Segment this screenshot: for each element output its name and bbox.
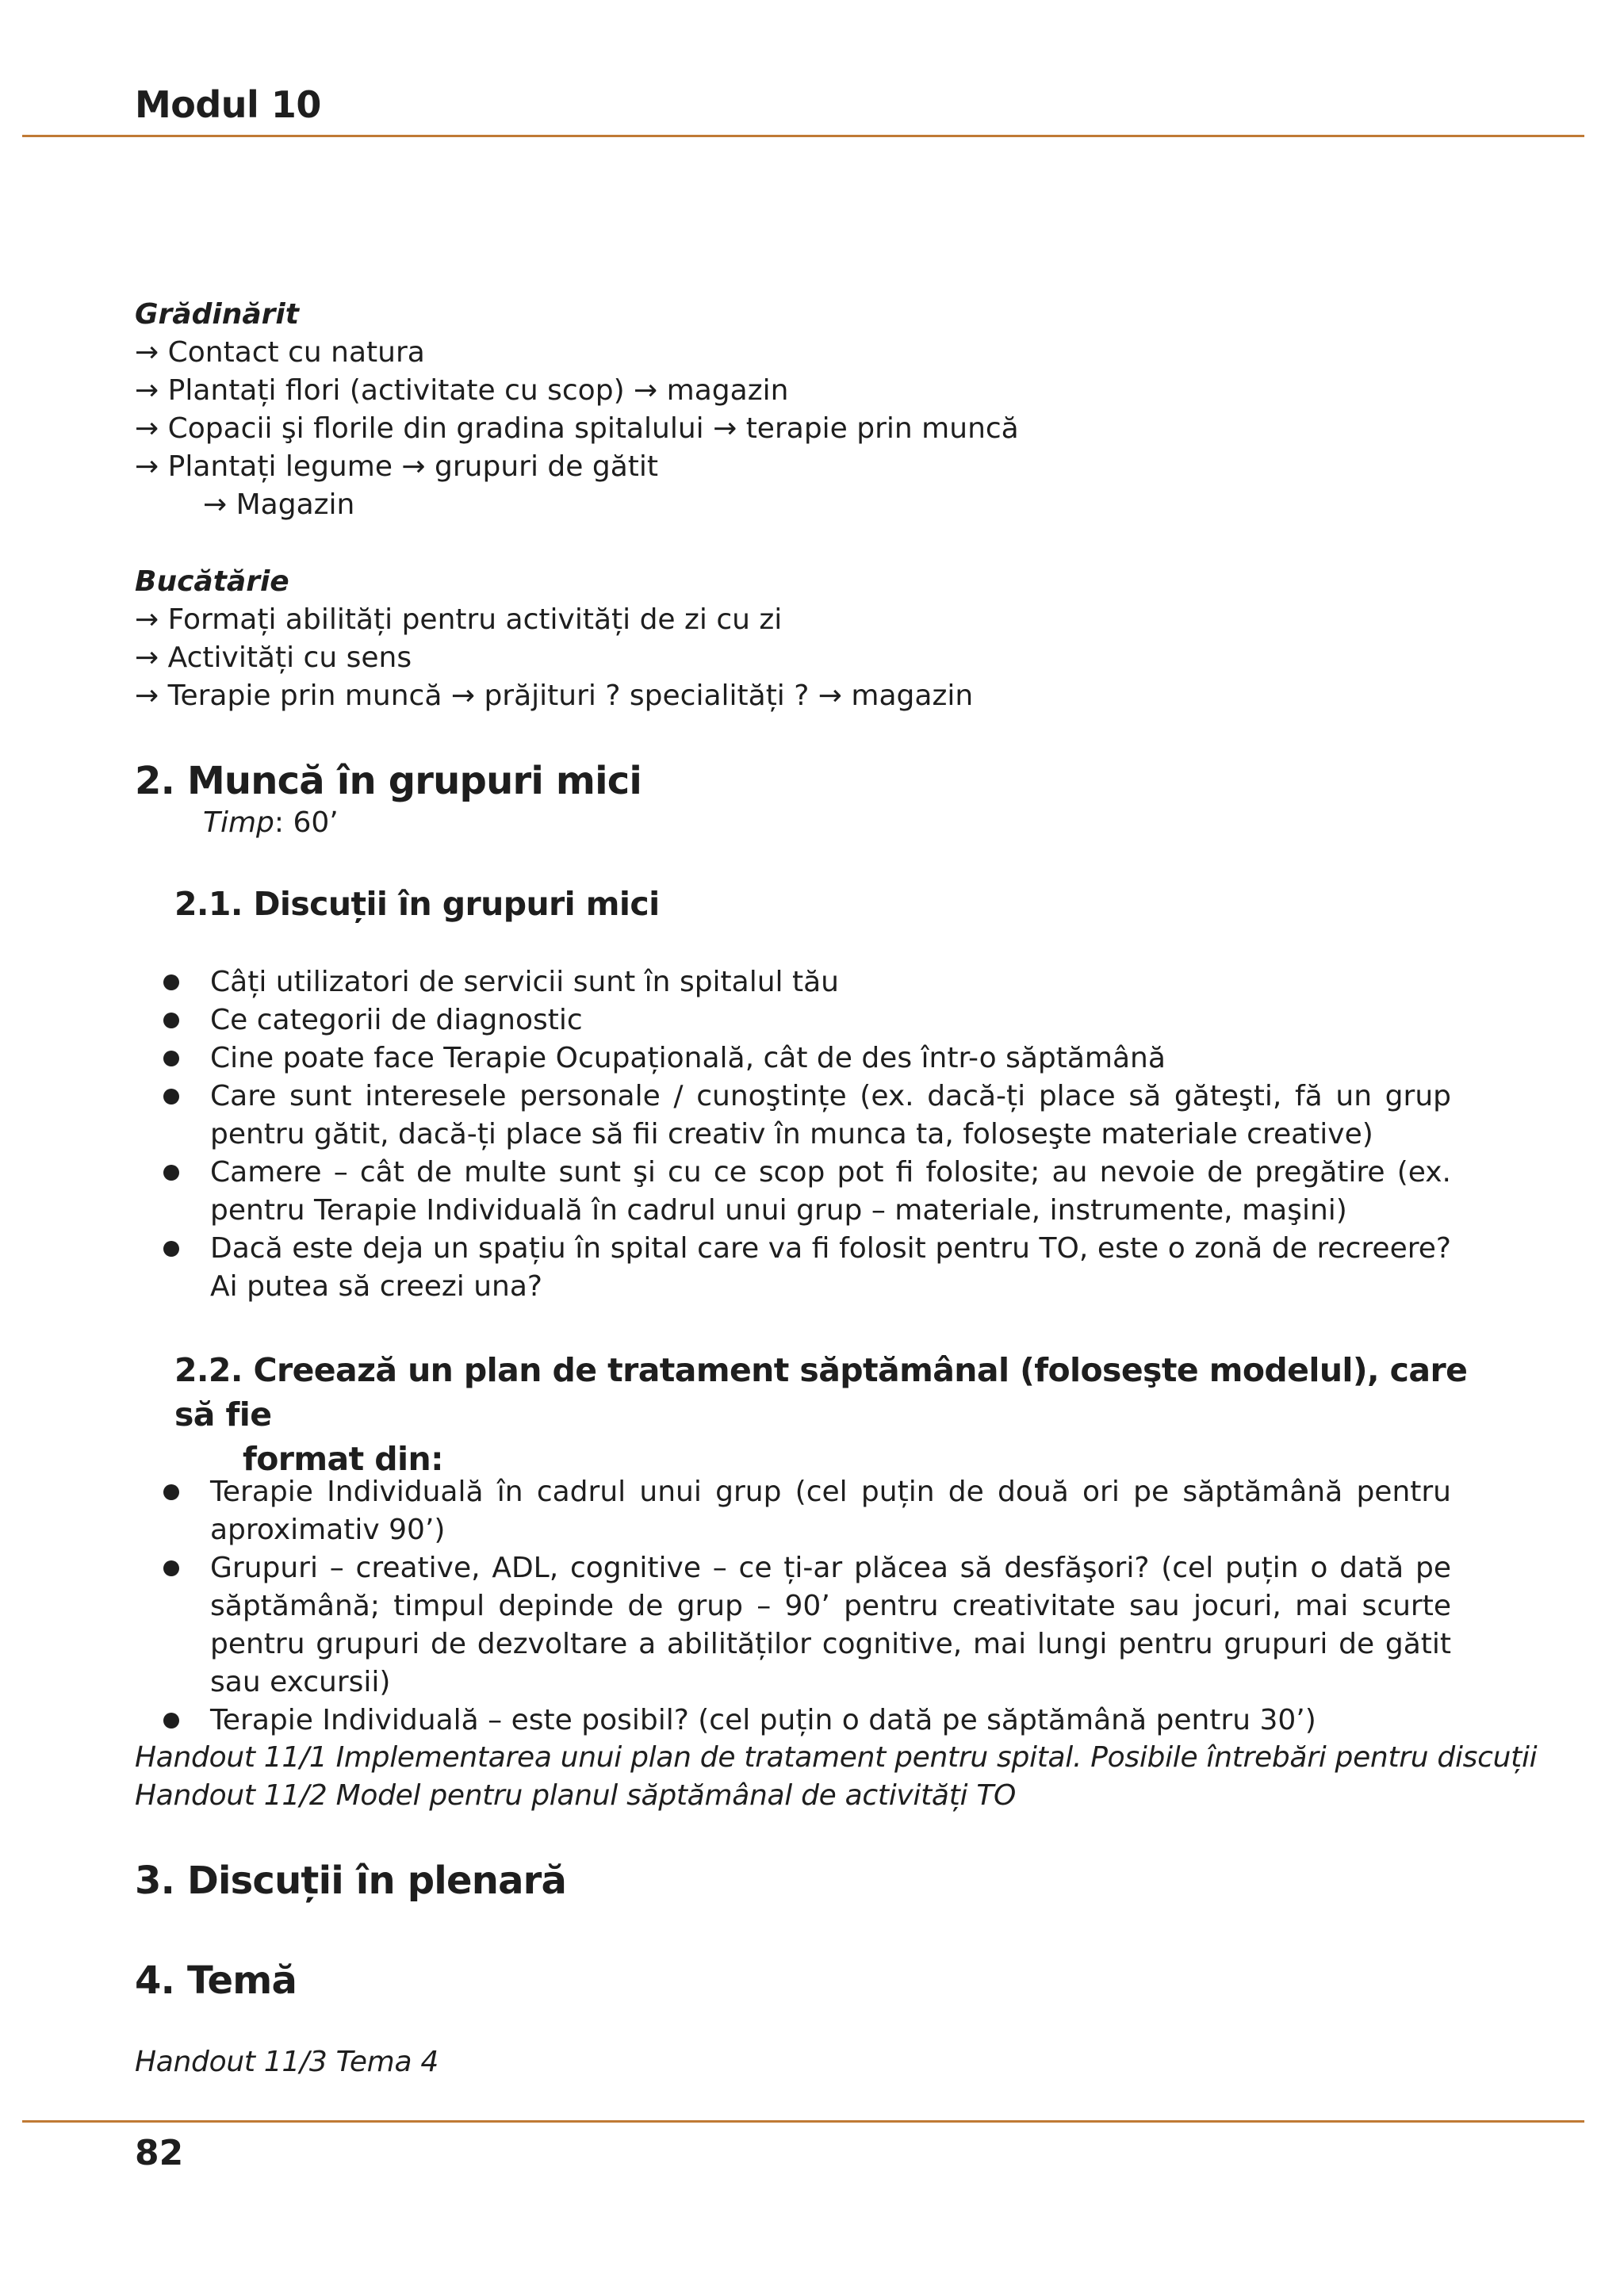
bullet-item bbox=[135, 1230, 1451, 1306]
bullet-dot-icon bbox=[163, 1713, 179, 1729]
bullet-dot-icon bbox=[163, 1241, 179, 1257]
handout-line: Handout 11/3 Tema 4 bbox=[135, 2046, 439, 2078]
gradinarit-title: Grădinărit bbox=[135, 298, 299, 331]
bullet-text: Camere – cât de multe sunt şi cu ce scop pot fi folosite; au nevoie de pregătire (ex. pentru Terapie Individuală în cadrul unui grup – materiale, instrumente, maşini) bbox=[210, 1156, 1451, 1227]
gradinarit-section bbox=[135, 296, 1451, 524]
bullet-item bbox=[135, 1702, 1451, 1740]
bullet-text: Grupuri – creative, ADL, cognitive – ce ți-ar plăcea să desfăşori? (cel puțin o dată pe săptămână; timpul depinde de grup – 90’ pentru creativitate sau jocuri, mai scurte pentru grupuri de dezvoltare a abilităților cognitive, mai lungi pentru grupuri de gătit sau excursii) bbox=[210, 1552, 1451, 1698]
bullet-item bbox=[135, 1001, 1451, 1039]
bullet-dot-icon bbox=[163, 1560, 179, 1576]
gradinarit-line: → Plantați legume → grupuri de gătit bbox=[135, 450, 658, 483]
bullet-item bbox=[135, 1154, 1451, 1230]
page-number: 82 bbox=[135, 2133, 184, 2173]
bullet-text: Care sunt interesele personale / cunoştințe (ex. dacă-ți place să găteşti, fă un grup pentru gătit, dacă-ți place să fii creativ în munca ta, foloseşte materiale creative) bbox=[210, 1080, 1451, 1150]
page-header-title: Modul 10 bbox=[135, 83, 321, 126]
discussion-bullet-list bbox=[135, 963, 1451, 1306]
bullet-item bbox=[135, 1549, 1451, 1702]
bullet-dot-icon bbox=[163, 1165, 179, 1181]
section-2-2-heading-line2: format din: bbox=[243, 1440, 443, 1478]
handout-references bbox=[135, 1739, 1537, 1815]
bullet-item bbox=[135, 1039, 1451, 1078]
footer-divider bbox=[22, 2120, 1584, 2123]
bucatarie-line: → Activități cu sens bbox=[135, 641, 412, 674]
bullet-text: Câți utilizatori de servicii sunt în spitalul tău bbox=[210, 966, 839, 998]
bullet-dot-icon bbox=[163, 974, 179, 990]
gradinarit-line: → Plantați flori (activitate cu scop) → magazin bbox=[135, 374, 789, 407]
bullet-text: Ce categorii de diagnostic bbox=[210, 1004, 583, 1036]
bucatarie-line: → Formați abilități pentru activități de zi cu zi bbox=[135, 603, 783, 636]
time-label-value: : 60’ bbox=[274, 806, 339, 839]
gradinarit-line: → Copacii şi florile din gradina spitalului → terapie prin muncă bbox=[135, 412, 1019, 445]
section-2-2-heading bbox=[174, 1348, 1475, 1481]
section-2-heading: 2. Muncă în grupuri mici bbox=[135, 759, 642, 803]
bullet-dot-icon bbox=[163, 1013, 179, 1028]
bullet-text: Terapie Individuală – este posibil? (cel puțin o dată pe săptămână pentru 30’) bbox=[210, 1704, 1316, 1736]
bullet-item bbox=[135, 1078, 1451, 1154]
section-4-heading: 4. Temă bbox=[135, 1958, 297, 2003]
bullet-dot-icon bbox=[163, 1484, 179, 1500]
bullet-text: Dacă este deja un spațiu în spital care va fi folosit pentru TO, este o zonă de recreere? Ai putea să creezi una? bbox=[210, 1232, 1451, 1303]
bullet-text: Terapie Individuală în cadrul unui grup (cel puțin de două ori pe săptămână pentru aproximativ 90’) bbox=[210, 1476, 1451, 1546]
time-label-key: Timp bbox=[203, 806, 274, 839]
gradinarit-line: → Contact cu natura bbox=[135, 336, 425, 369]
bullet-dot-icon bbox=[163, 1089, 179, 1105]
handout-line: Handout 11/1 Implementarea unui plan de tratament pentru spital. Posibile întrebări pentru discuții bbox=[135, 1741, 1538, 1774]
bullet-item bbox=[135, 963, 1451, 1001]
bucatarie-section bbox=[135, 563, 1451, 715]
section-2-1-heading: 2.1. Discuții în grupuri mici bbox=[174, 885, 660, 923]
time-label bbox=[135, 805, 339, 841]
bullet-dot-icon bbox=[163, 1051, 179, 1066]
bullet-text: Cine poate face Terapie Ocupațională, cât de des într-o săptămână bbox=[210, 1042, 1166, 1074]
handout-line: Handout 11/2 Model pentru planul săptămânal de activități TO bbox=[135, 1779, 1017, 1812]
gradinarit-line-indented: → Magazin bbox=[203, 488, 355, 521]
section-2-2-heading-line1: 2.2. Creează un plan de tratament săptămânal (foloseşte modelul), care să fie bbox=[174, 1351, 1468, 1434]
header-divider bbox=[22, 135, 1584, 137]
bucatarie-line: → Terapie prin muncă → prăjituri ? specialități ? → magazin bbox=[135, 680, 974, 712]
section-3-heading: 3. Discuții în plenară bbox=[135, 1859, 567, 1903]
bucatarie-title: Bucătărie bbox=[135, 565, 289, 598]
bullet-item bbox=[135, 1473, 1451, 1549]
plan-bullet-list bbox=[135, 1473, 1451, 1740]
